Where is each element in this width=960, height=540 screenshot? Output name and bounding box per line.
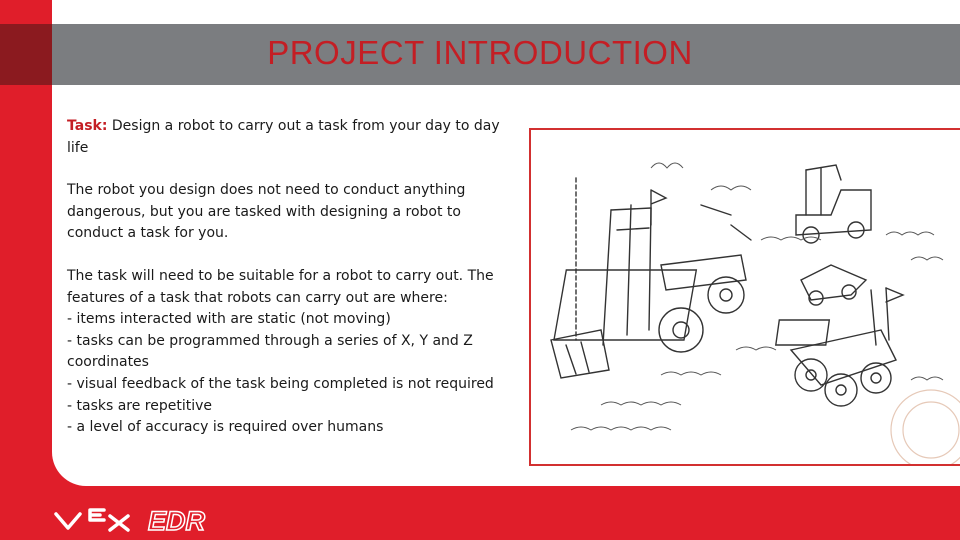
- paragraph-3-line: - a level of accuracy is required over humans: [67, 419, 384, 436]
- paragraph-3-line: - tasks are repetitive: [67, 397, 213, 414]
- page-title: PROJECT INTRODUCTION: [267, 34, 693, 71]
- vex-edr-logo: [52, 500, 252, 534]
- paragraph-3-line: The task will need to be suitable for a robot to carry out. The features of a task that robots can carry out are where:: [67, 267, 494, 306]
- body-text-main: [67, 116, 519, 460]
- paragraph-3-line: - tasks can be programmed through a series of X, Y and Z coordinates: [67, 332, 473, 371]
- task-label: Task:: [67, 118, 108, 134]
- paragraph-3-line: - items interacted with are static (not moving): [67, 311, 391, 328]
- paragraph-2: The robot you design does not need to conduct anything dangerous, but you are tasked with designing a robot to conduct a task for you.: [67, 182, 466, 242]
- edr-text: EDR: [148, 506, 206, 534]
- task-text: Design a robot to carry out a task from your day to day life: [67, 118, 500, 156]
- vex-logo-icon: [52, 500, 252, 534]
- task-paragraph: [67, 116, 519, 159]
- robot-sketch-image: [529, 128, 960, 466]
- paragraph-3: [67, 266, 519, 439]
- paragraph-3-line: - visual feedback of the task being completed is not required: [67, 375, 494, 392]
- robot-sketch-icon: [531, 130, 960, 464]
